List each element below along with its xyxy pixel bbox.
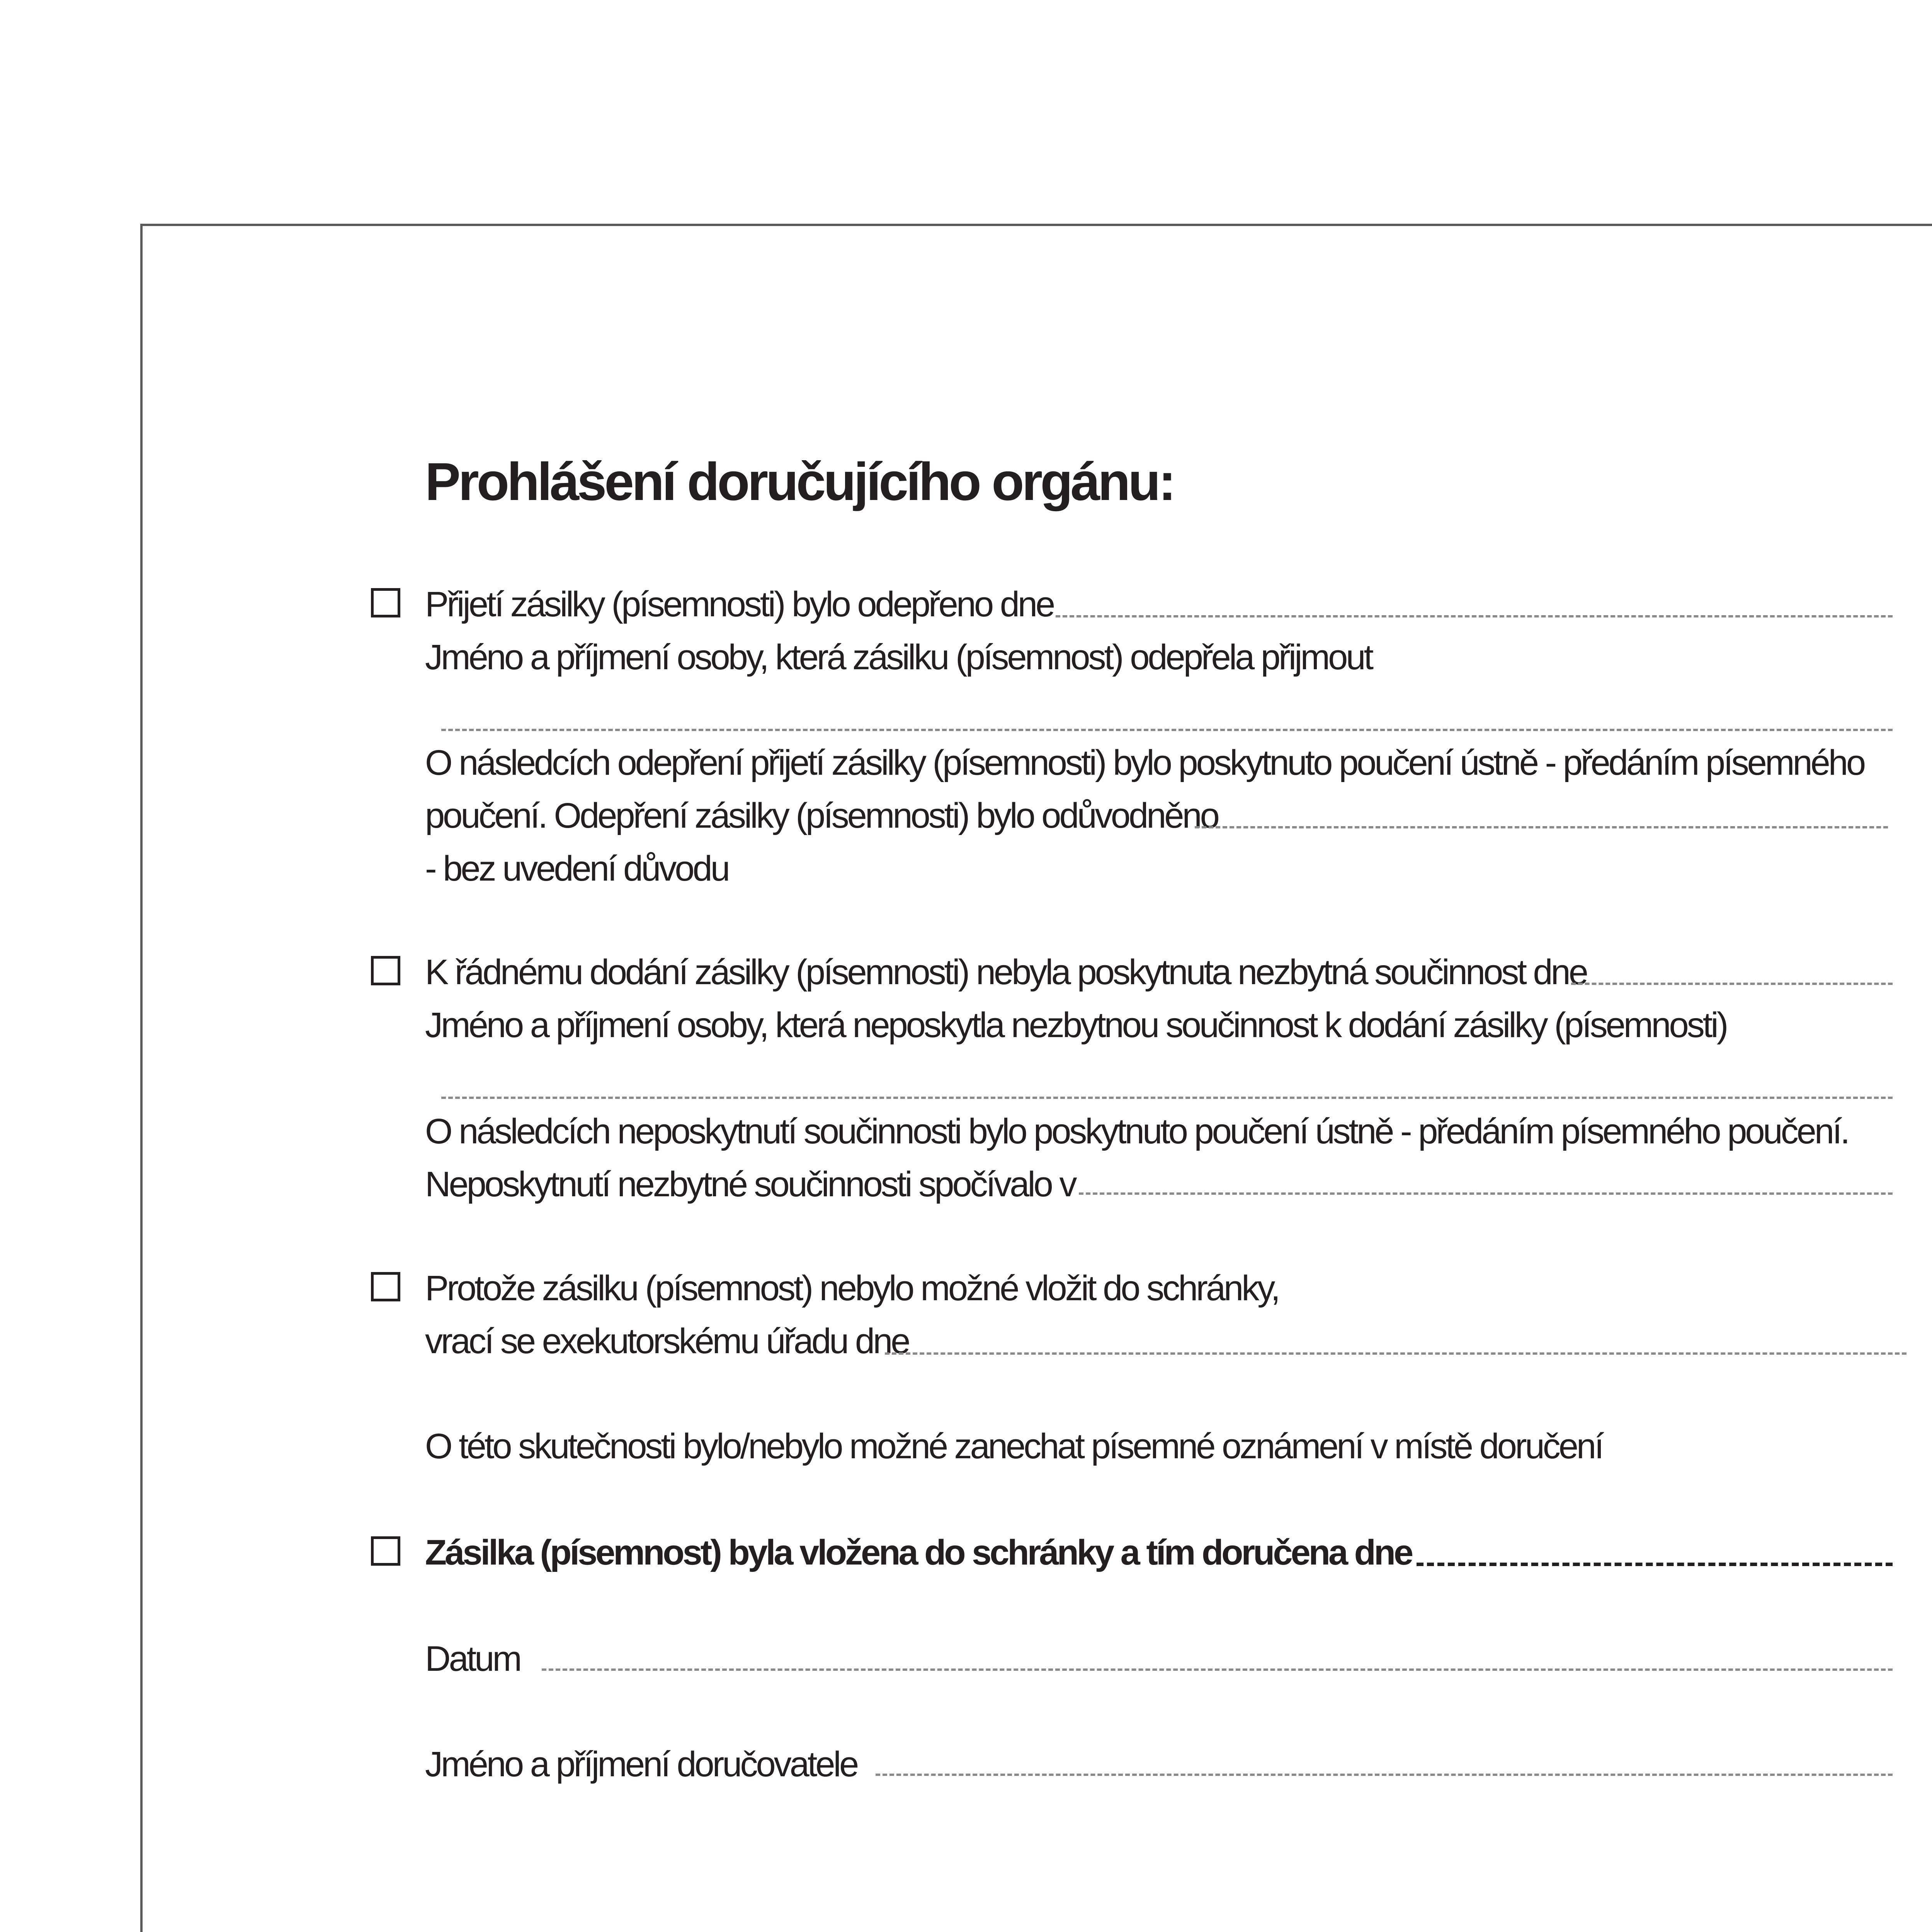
no-cooperation-detail-line[interactable] — [1079, 1192, 1893, 1195]
refused-instruction-text: O následcích odepření přijetí zásilky (písemnosti) bylo poskytnuto poučení ústně - předáním písemného — [425, 743, 1864, 782]
no-cooperation-person-label: Jméno a příjmení osoby, která neposkytla nezbytnou součinnost k dodání zásilky (písemnosti) — [425, 1005, 1727, 1045]
date-label: Datum — [425, 1639, 520, 1679]
returned-date-line[interactable] — [885, 1352, 1906, 1355]
checkbox-delivered[interactable] — [371, 1536, 400, 1566]
refused-reason-label: poučení. Odepření zásilky (písemnosti) bylo odůvodněno — [425, 796, 1218, 835]
refused-no-reason-text: - bez uvedení důvodu — [425, 849, 728, 888]
no-cooperation-instruction-text: O následcích neposkytnutí součinnosti bylo poskytnuto poučení ústně - předáním písemného poučení. — [425, 1112, 1849, 1151]
refused-reason-line[interactable] — [1195, 826, 1888, 828]
refused-person-line[interactable] — [441, 729, 1893, 731]
refused-date-label: Přijetí zásilky (písemnosti) bylo odepřeno dne — [425, 585, 1054, 624]
no-cooperation-detail-label: Neposkytnutí nezbytné součinnosti spočívalo v — [425, 1165, 1075, 1204]
no-cooperation-date-line[interactable] — [1571, 983, 1893, 985]
no-cooperation-date-label: K řádnému dodání zásilky (písemnosti) nebyla poskytnuta nezbytná součinnost dne — [425, 952, 1587, 992]
no-cooperation-person-line[interactable] — [441, 1097, 1893, 1099]
notice-text: O této skutečnosti bylo/nebylo možné zanechat písemné oznámení v místě doručení — [425, 1427, 1602, 1466]
date-line[interactable] — [542, 1668, 1893, 1671]
delivered-date-label: Zásilka (písemnost) byla vložena do schránky a tím doručena dne — [425, 1533, 1412, 1572]
delivered-date-line[interactable] — [1417, 1563, 1893, 1566]
checkbox-refused[interactable] — [371, 588, 400, 617]
checkbox-no-cooperation[interactable] — [371, 956, 400, 985]
deliverer-name-line[interactable] — [876, 1774, 1893, 1776]
checkbox-returned[interactable] — [371, 1272, 400, 1301]
deliverer-name-label: Jméno a příjmení doručovatele — [425, 1745, 857, 1784]
returned-text: Protože zásilku (písemnost) nebylo možné vložit do schránky, — [425, 1269, 1279, 1308]
refused-person-label: Jméno a příjmení osoby, která zásilku (písemnost) odepřela přijmout — [425, 638, 1372, 677]
returned-date-label: vrací se exekutorskému úřadu dne — [425, 1321, 909, 1361]
form-title: Prohlášení doručujícího orgánu: — [425, 452, 1174, 512]
refused-date-line[interactable] — [1056, 615, 1893, 617]
